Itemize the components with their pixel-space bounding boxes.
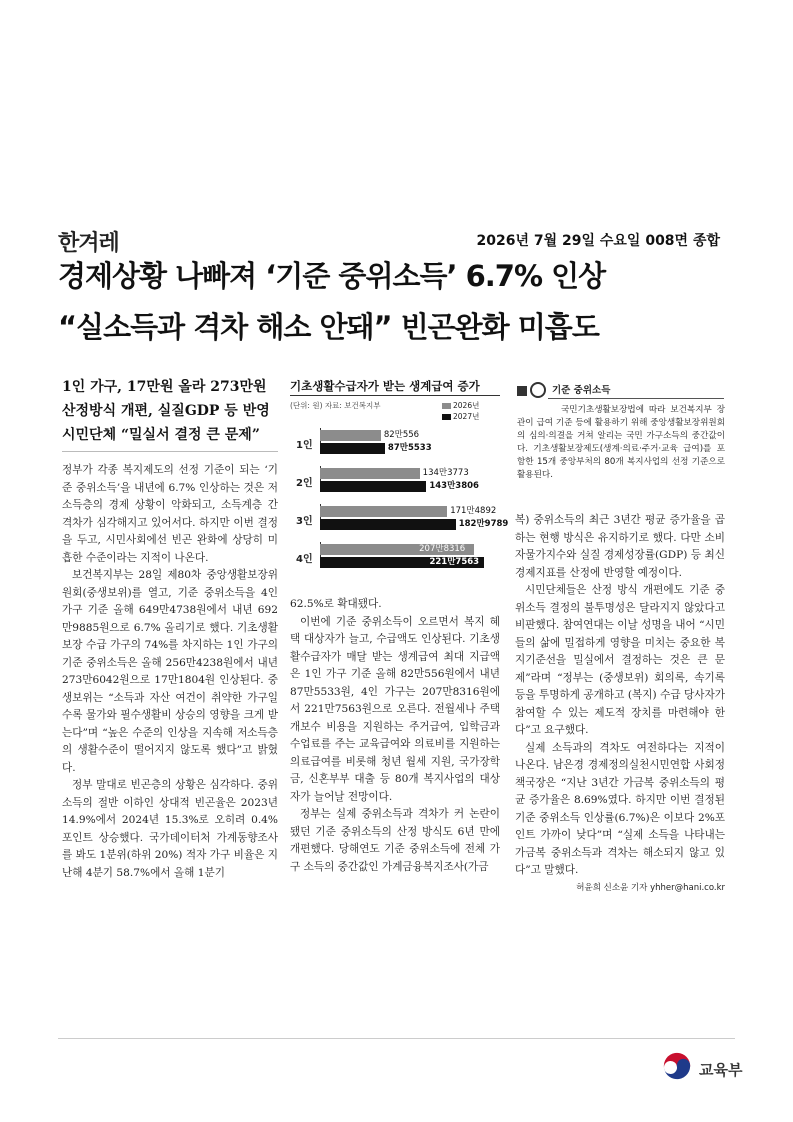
article-column-1 (62, 462, 278, 882)
sidebar-marker-icon (517, 386, 527, 396)
bar-value-label: 221만7563 (429, 557, 480, 567)
ministry-emblem-icon (660, 1050, 694, 1084)
benefit-chart (290, 378, 509, 586)
bar-value-label: 87만5533 (387, 443, 432, 453)
bar-value-label: 143만3806 (429, 481, 479, 491)
paragraph: 보건복지부는 28일 제80차 중앙생활보장위원회(중생보위)를 열고, 기준 중위소득을 4인 가구 기준 올해 649만4738원에서 내년 692만9885원으로 6.7% 올리기로 했다. 기초생활보장 수급 가구의 74%를 차지하는 1인 가구의 기준 중위소득은 올해 256만4238원에서 내년 273만6042원으로 17만1804원 인상된다. 중생보위는 “소득과 자산 여건이 취약한 가구일수록 물가와 필수생활비 상승의 영향을 크게 받는다”며 “높은 수준의 인상을 지속해 저소득층의 생활수준이 떨어지지 않도록 했다”고 밝혔다. (62, 569, 278, 774)
bar-value-label: 82만556 (383, 430, 420, 440)
newspaper-logo: 한겨레 (58, 231, 119, 256)
category-label: 4인 (296, 554, 313, 565)
legend-swatch-2027 (442, 414, 451, 420)
byline: 허윤희 신소윤 기자 yhher@hani.co.kr (576, 882, 725, 893)
category-label: 3인 (296, 516, 313, 527)
bar-2026년 (320, 506, 447, 517)
chart-legend (442, 400, 479, 422)
legend-item-2027 (442, 411, 479, 422)
bar-value-label: 182만9789 (458, 519, 509, 529)
subhead-1: 1인 가구, 17만원 올라 273만원 (62, 379, 267, 395)
sidebar-circle-icon (530, 382, 546, 398)
paragraph: 시민단체들은 산정 방식 개편에도 기준 중위소득 결정의 불투명성은 달라지지 않았다고 비판했다. 참여연대는 이날 성명을 내어 “시민들의 삶에 밀접하게 영향을 미치는 중요한 복지기준선을 밀실에서 결정하는 것은 큰 문제”라며 “정부는 (중생보위) 회의록, 속기록 등을 투명하게 공개하고 (복지) 수급 당사자가 참여할 수 있는 제도적 장치를 마련해야 한다”고 요구했다. (515, 584, 725, 736)
chart-row (290, 540, 500, 578)
sidebar-rule (548, 398, 724, 399)
legend-label-2026: 2026년 (453, 401, 480, 410)
legend-swatch-2026 (442, 403, 451, 409)
subhead-2: 산정방식 개편, 실질GDP 등 반영 (62, 403, 270, 419)
chart-title-rule (290, 395, 500, 396)
chart-row (290, 464, 500, 502)
subhead-3: 시민단체 “밀실서 결정 큰 문제” (62, 427, 260, 443)
legend-label-2027: 2027년 (453, 412, 480, 421)
chart-title: 기초생활수급자가 받는 생계급여 증가 (290, 379, 480, 393)
bar-value-label: 171만4892 (450, 506, 497, 516)
paragraph: 복) 중위소득의 최근 3년간 평균 증가율을 곱하는 현행 방식은 유지하기로 했다. 다만 소비자물가지수와 실질 경제성장률(GDP) 등 최신 경제지표를 산정에 반영할 예정이다. (515, 514, 725, 579)
bar-2026년 (320, 468, 420, 479)
headline-line-2: “실소득과 격차 해소 안돼” 빈곤완화 미흡도 (58, 310, 599, 344)
paragraph: 정부 말대로 빈곤층의 상황은 심각하다. 중위소득의 절반 이하인 상대적 빈곤율은 2023년 14.9%에서 2024년 15.3%로 오히려 0.4%포인트 상승했다. 국가데이터처 가계동향조사를 봐도 1분위(하위 20%) 적자 가구 비율은 지난해 4분기 58.7%에서 올해 1분기 (62, 779, 278, 879)
paragraph: 정부가 각종 복지제도의 선정 기준이 되는 ‘기준 중위소득’을 내년에 6.7% 인상하는 것은 저소득층의 경제 상황이 악화되고, 소득계층 간 격차가 심각해지고 있어서다. 하지만 이번 결정을 두고, 시민사회에선 빈곤 완화에 상당히 미흡한 수준이라는 지적이 나온다. (62, 464, 278, 564)
category-label: 2인 (296, 478, 313, 489)
bar-2027년 (320, 481, 426, 492)
chart-unit-note: (단위: 원) 자료: 보건복지부 (290, 401, 381, 410)
subhead-divider (62, 451, 278, 452)
paragraph: 정부는 실제 중위소득과 격차가 커 논란이 됐던 기준 중위소득의 산정 방식도 6년 만에 개편했다. 당해연도 기준 중위소득에 전체 가구 소득의 중간값인 가계금융복지조사(가금 (290, 808, 500, 873)
bar-value-label: 134만3773 (422, 468, 469, 478)
bar-2026년 (320, 430, 381, 441)
chart-row (290, 426, 500, 464)
article-column-3 (515, 512, 725, 897)
footer-divider (58, 1038, 735, 1039)
paragraph: 이번에 기준 중위소득이 오르면서 복지 혜택 대상자가 늘고, 수급액도 인상된다. 기초생활수급자가 매달 받는 생계급여 최대 지급액은 1인 가구 기준 올해 82만556원에서 내년 87만5533원, 4인 가구는 207만8316원에서 221만7563원으로 오른다. 전월세나 주택 개보수 비용을 지원하는 주거급여, 입학금과 수업료를 주는 교육급여와 의료비를 지원하는 의료급여를 비롯해 청년 월세 지원, 국가장학금, 신혼부부 대출 등 80개 복지사업의 대상자가 늘어날 전망이다. (290, 615, 500, 803)
article-column-2 (290, 596, 500, 876)
paragraph: 62.5%로 확대됐다. (290, 598, 382, 610)
headline-line-1: 경제상황 나빠져 ‘기준 중위소득’ 6.7% 인상 (58, 259, 606, 293)
legend-item-2026 (442, 400, 479, 411)
bar-2027년 (320, 443, 385, 454)
sidebar-text: 국민기초생활보장법에 따라 보건복지부 장관이 급여 기준 등에 활용하기 위해 중앙생활보장위원회의 심의·의결을 거쳐 알리는 국민 가구소득의 중간값이다. 기초생활보장제도(생계·의료·주거·교육 급여)를 포함한 15개 중앙부처의 80개 복지사업의 선정 기준으로 활용된다. (517, 405, 725, 480)
ministry-label: 교육부 (699, 1061, 743, 1079)
chart-row (290, 502, 509, 540)
bar-2027년 (320, 519, 456, 530)
category-label: 1인 (296, 440, 313, 451)
dateline: 2026년 7월 29일 수요일 008면 종합 (476, 233, 720, 249)
bar-value-label: 207만8316 (419, 544, 466, 554)
sidebar-title: 기준 중위소득 (552, 385, 611, 396)
paragraph: 실제 소득과의 격차도 여전하다는 지적이 나온다. 남은경 경제정의실천시민연합 사회정책국장은 “지난 3년간 가금복 중위소득의 평균 증가율은 8.69%였다. 하지만 이번 결정된 기준 중위소득 인상률(6.7%)은 이보다 2%포인트 가까이 낮다”며 “실제 소득을 나타내는 가금복 중위소득과 격차는 해소되지 않고 있다”고 말했다. (515, 741, 725, 876)
